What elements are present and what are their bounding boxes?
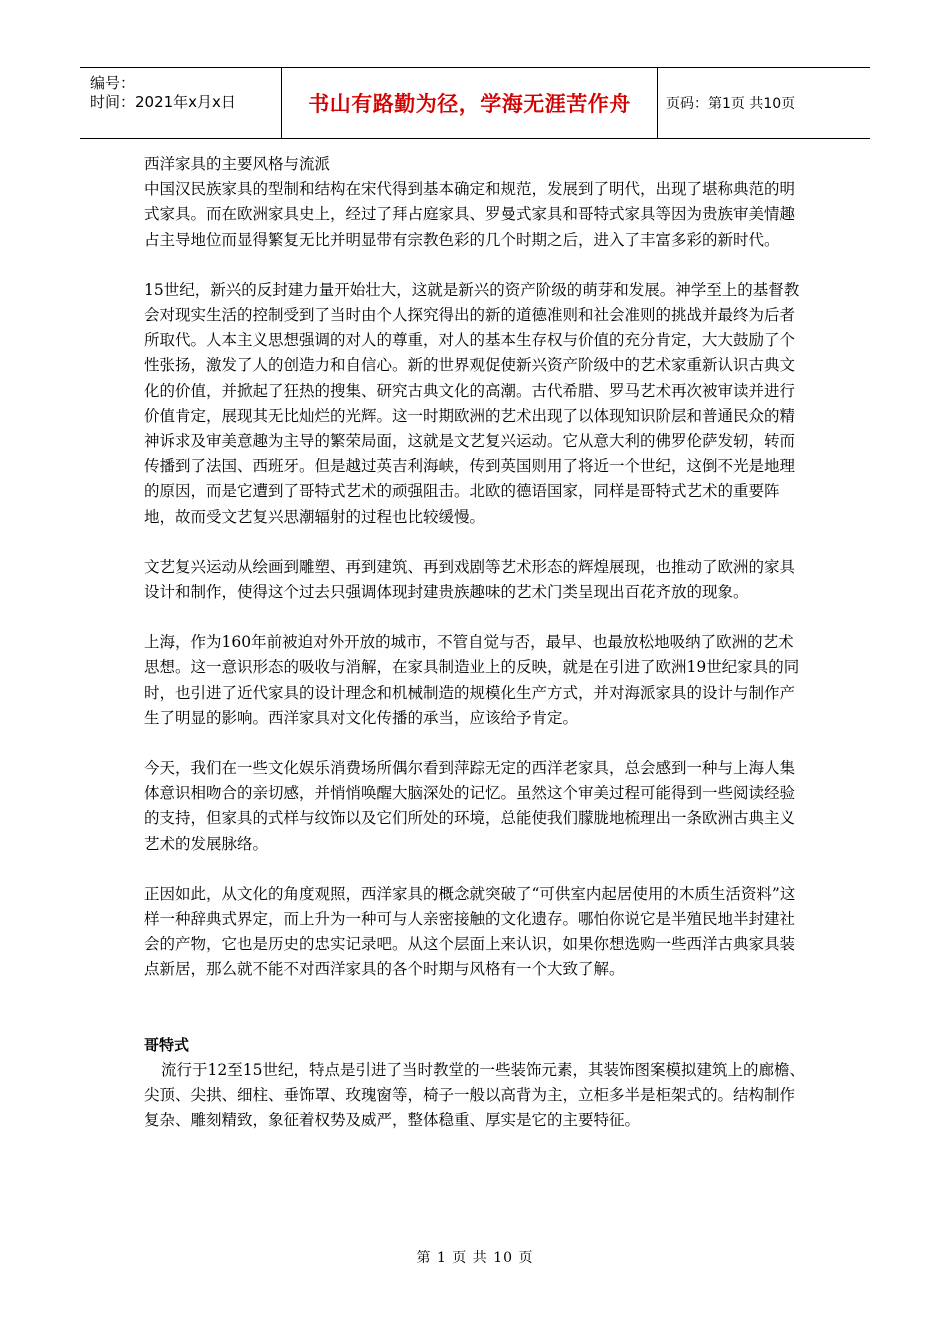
article-title: 西洋家具的主要风格与流派 — [144, 155, 331, 173]
paragraph: 中国汉民族家具的型制和结构在宋代得到基本确定和规范，发展到了明代，出现了堪称典范的明式家具。而在欧洲家具史上，经过了拜占庭家具、罗曼式家具和哥特式家具等因为贵族审美情趣占主导地位而显得繁复无比并明显带有宗教色彩的几个时期之后，进入了丰富多彩的新时代。 — [144, 180, 796, 249]
document-header — [80, 67, 870, 139]
section-heading: 哥特式 — [144, 1035, 190, 1054]
article-body — [144, 152, 808, 1134]
page-info: 页码：第1页 共10页 — [666, 96, 796, 112]
motto: 书山有路勤为径，学海无涯苦作舟 — [308, 92, 631, 116]
date-label: 时间：2021年x月x日 — [90, 93, 236, 111]
header-page-info-cell — [658, 68, 870, 138]
paragraph: 上海，作为160年前被迫对外开放的城市，不管自觉与否，最早、也最放松地吸纳了欧洲的艺术思想。这一意识形态的吸收与消解，在家具制造业上的反映，就是在引进了欧洲19世纪家具的同时，也引进了近代家具的设计理念和机械制造的规模化生产方式，并对海派家具的设计与制作产生了明显的影响。西洋家具对文化传播的承当，应该给予肯定。 — [144, 633, 800, 727]
header-meta — [80, 68, 282, 138]
header-motto-cell — [282, 68, 658, 138]
paragraph: 文艺复兴运动从绘画到雕塑、再到建筑、再到戏剧等艺术形态的辉煌展现，也推动了欧洲的家具设计和制作，使得这个过去只强调体现封建贵族趣味的艺术门类呈现出百花齐放的现象。 — [144, 557, 796, 602]
paragraph: 15世纪，新兴的反封建力量开始壮大，这就是新兴的资产阶级的萌芽和发展。神学至上的基督教会对现实生活的控制受到了当时由个人探究得出的新的道德准则和社会准则的挑战并最终为后者所取代。人本主义思想强调的对人的尊重，对人的基本生存权与价值的充分肯定，大大鼓励了个性张扬，激发了人的创造力和自信心。新的世界观促使新兴资产阶级中的艺术家重新认识古典文化的价值，并掀起了狂热的搜集、研究古典文化的高潮。古代希腊、罗马艺术再次被审读并进行价值肯定，展现其无比灿烂的光辉。这一时期欧洲的艺术出现了以体现知识阶层和普通民众的精神诉求及审美意趣为主导的繁荣局面，这就是文艺复兴运动。它从意大利的佛罗伦萨发轫，转而传播到了法国、西班牙。但是越过英吉利海峡，传到英国则用了将近一个世纪，这倒不光是地理的原因，而是它遭到了哥特式艺术的顽强阻击。北欧的德语国家，同样是哥特式艺术的重要阵地，故而受文艺复兴思潮辐射的过程也比较缓慢。 — [144, 280, 800, 526]
paragraph: 正因如此，从文化的角度观照，西洋家具的概念就突破了“可供室内起居使用的木质生活资料”这样一种辞典式界定，而上升为一种可与人亲密接触的文化遗存。哪怕你说它是半殖民地半封建社会的产物，它也是历史的忠实记录吧。从这个层面上来认识，如果你想选购一些西洋古典家具装点新居，那么就不能不对西洋家具的各个时期与风格有一个大致了解。 — [144, 884, 796, 979]
page-footer: 第 1 页 共 10 页 — [416, 1250, 534, 1266]
number-label: 编号： — [90, 74, 136, 92]
section-paragraph: 流行于12至15世纪，特点是引进了当时教堂的一些装饰元素，其装饰图案模拟建筑上的廊檐、尖顶、尖拱、细柱、垂饰罩、玫瑰窗等，椅子一般以高背为主，立柜多半是柜架式的。结构制作复杂、雕刻精致，象征着权势及威严，整体稳重、厚实是它的主要特征。 — [144, 1060, 805, 1130]
paragraph: 今天，我们在一些文化娱乐消费场所偶尔看到萍踪无定的西洋老家具，总会感到一种与上海人集体意识相吻合的亲切感，并悄悄唤醒大脑深处的记忆。虽然这个审美过程可能得到一些阅读经验的支持，但家具的式样与纹饰以及它们所处的环境，总能使我们朦胧地梳理出一条欧洲古典主义艺术的发展脉络。 — [144, 759, 796, 853]
